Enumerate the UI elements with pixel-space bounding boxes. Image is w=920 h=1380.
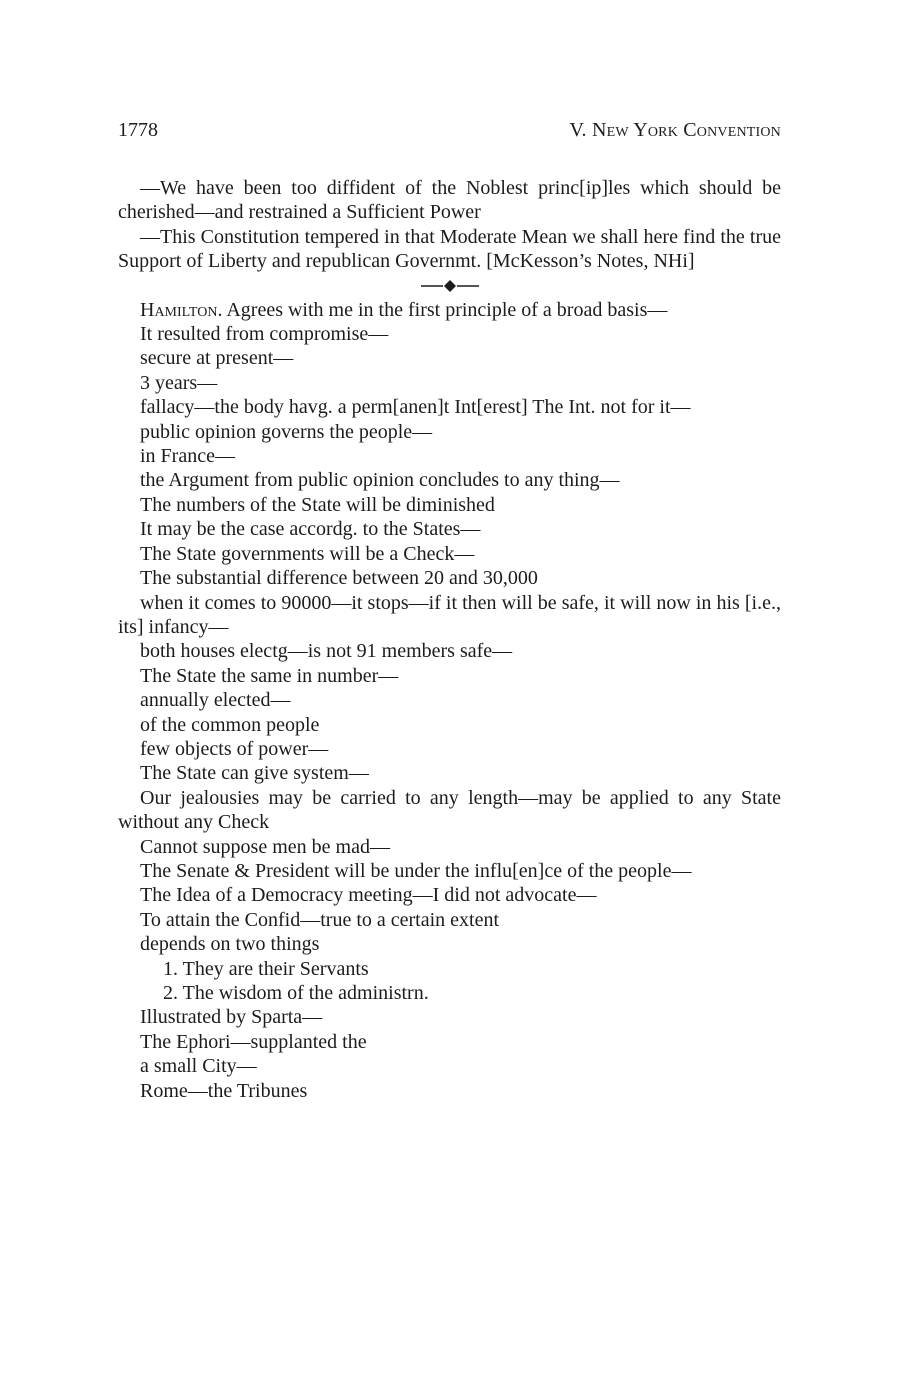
- note-line: It may be the case accordg. to the States—: [140, 518, 481, 541]
- hamilton-notes: [118, 322, 781, 1103]
- page-header: [118, 118, 781, 142]
- note-line: The Idea of a Democracy meeting—I did not advocate—: [140, 884, 597, 907]
- intro-paragraph: —This Constitution tempered in that Moderate Mean we shall here find the true Support of Liberty and republican Governmt. [McKesson’s Notes, NHi]: [118, 225, 781, 273]
- note-line: of the common people: [140, 713, 320, 736]
- page-number: 1778: [118, 119, 158, 141]
- note-line: The numbers of the State will be diminished: [140, 493, 495, 516]
- note-line: The substantial difference between 20 and 30,000: [140, 567, 538, 590]
- note-line: both houses electg—is not 91 members safe—: [140, 640, 513, 663]
- numbered-item: 2. The wisdom of the administrn.: [163, 982, 429, 1004]
- note-line: when it comes to 90000—it stops—if it then will be safe, it will now in his [i.e., its] infancy—: [118, 591, 781, 638]
- numbered-item: 1. They are their Servants: [163, 957, 369, 980]
- note-line: annually elected—: [140, 689, 291, 712]
- document-page: [118, 118, 781, 1103]
- opening-text: . Agrees with me in the first principle of a broad basis—: [217, 298, 668, 321]
- note-line: depends on two things: [140, 933, 320, 956]
- note-line: The Ephori—supplanted the: [140, 1030, 367, 1053]
- note-line: The State governments will be a Check—: [140, 542, 475, 565]
- note-line: The State the same in number—: [140, 664, 399, 687]
- speaker-name: Hamilton: [140, 298, 218, 321]
- note-line: Rome—the Tribunes: [140, 1079, 308, 1102]
- intro-paragraph: —We have been too diffident of the Noblest princ[ip]les which should be cherished—and restrained a Sufficient Power: [118, 177, 781, 224]
- note-line: Cannot suppose men be mad—: [140, 835, 390, 858]
- section-divider-ornament: [118, 274, 781, 298]
- note-line: 3 years—: [140, 371, 218, 394]
- note-line: the Argument from public opinion concludes to any thing—: [140, 469, 620, 492]
- note-line: The State can give system—: [140, 762, 369, 785]
- note-line: The Senate & President will be under the influ[en]ce of the people—: [140, 859, 692, 882]
- note-line: in France—: [140, 445, 235, 468]
- running-title: V. New York Convention: [569, 119, 781, 141]
- note-line: Illustrated by Sparta—: [140, 1006, 323, 1029]
- hamilton-opening: [118, 298, 781, 322]
- note-line: few objects of power—: [140, 737, 329, 760]
- note-line: public opinion governs the people—: [140, 420, 433, 443]
- note-line: fallacy—the body havg. a perm[anen]t Int[erest] The Int. not for it—: [140, 396, 691, 419]
- note-line: To attain the Confid—true to a certain extent: [140, 908, 500, 931]
- note-line: It resulted from compromise—: [140, 323, 389, 346]
- note-line: Our jealousies may be carried to any length—may be applied to any State without any Check: [118, 786, 781, 834]
- note-line: secure at present—: [140, 347, 294, 370]
- note-line: a small City—: [140, 1055, 257, 1078]
